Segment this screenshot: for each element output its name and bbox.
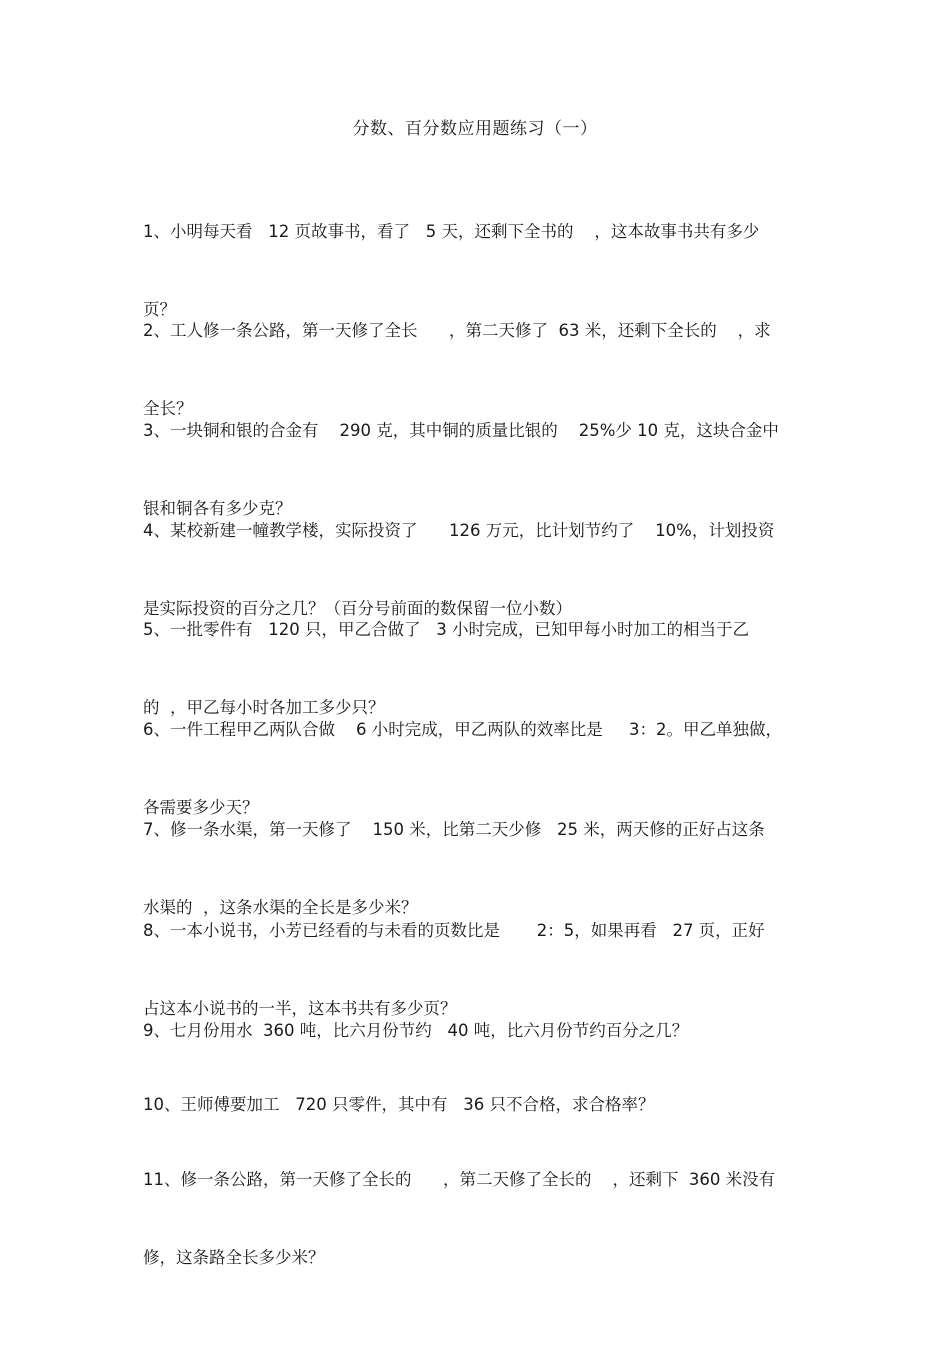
- question-line: 11、修一条公路，第一天修了全长的 ，第二天修了全长的 ，还剩下 360 米没有: [143, 1170, 776, 1189]
- question-line: 4、某校新建一幢教学楼，实际投资了 126 万元，比计划节约了 10%，计划投资: [143, 521, 775, 540]
- question-line: 占这本小说书的一半，这本书共有多少页？: [143, 999, 457, 1018]
- question-line: 6、一件工程甲乙两队合做 6 小时完成，甲乙两队的效率比是 3：2。甲乙单独做，: [143, 720, 782, 739]
- question-line: 10、王师傅要加工 720 只零件，其中有 36 只不合格，求合格率？: [143, 1095, 655, 1114]
- question-line: 是实际投资的百分之几？（百分号前面的数保留一位小数）: [143, 599, 572, 618]
- question-line: 5、一批零件有 120 只，甲乙合做了 3 小时完成，已知甲每小时加工的相当于乙: [143, 620, 749, 639]
- question-line: 的 ，甲乙每小时各加工多少只？: [143, 698, 385, 717]
- question-line: 页？: [143, 300, 176, 319]
- question-11: [143, 1115, 813, 1323]
- question-line: 9、七月份用水 360 吨，比六月份节约 40 吨，比六月份节约百分之几？: [143, 1021, 689, 1040]
- page-title: 分数、百分数应用题练习（一）: [352, 119, 598, 139]
- question-line: 全长？: [143, 399, 193, 418]
- question-line: 3、一块铜和银的合金有 290 克，其中铜的质量比银的 25%少 10 克，这块合金中: [143, 421, 779, 440]
- question-line: 2、工人修一条公路，第一天修了全长 ，第二天修了 63 米，还剩下全长的 ，求: [143, 321, 771, 340]
- question-line: 1、小明每天看 12 页故事书，看了 5 天，还剩下全书的 ，这本故事书共有多少: [143, 222, 760, 241]
- question-line: 各需要多少天？: [143, 798, 259, 817]
- question-line: 修，这条路全长多少米？: [143, 1248, 325, 1267]
- question-line: 银和铜各有多少克？: [143, 499, 292, 518]
- question-line: 7、修一条水渠，第一天修了 150 米，比第二天少修 25 米，两天修的正好占这条: [143, 820, 765, 839]
- question-line: 水渠的 ，这条水渠的全长是多少米？: [143, 898, 418, 917]
- question-line: 8、一本小说书，小芳已经看的与未看的页数比是 2：5，如果再看 27 页，正好: [143, 921, 765, 940]
